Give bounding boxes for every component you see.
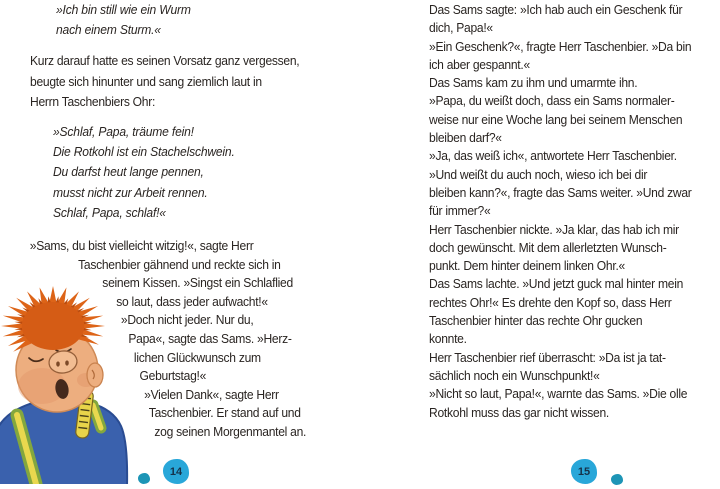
quote-line: nach einem Sturm.« [56, 22, 161, 37]
story-line: weise nur eine Woche lang bei seinem Menschen [429, 111, 683, 127]
ink-dot [138, 473, 150, 484]
sams-illustration [0, 284, 150, 484]
story-line: »Sams, du bist vielleicht witzig!«, sagte Herr [29, 238, 254, 253]
story-line: lichen Glückwunsch zum [133, 349, 261, 365]
story-line: »Ein Geschenk?«, fragte Herr Taschenbier. »Da bin [429, 38, 692, 54]
ink-dot [611, 474, 623, 485]
story-line: Taschenbier hinter das rechte Ohr gucken [429, 313, 643, 329]
story-line: punkt. Dem hinter deinem linken Ohr.« [429, 258, 625, 274]
story-line: Herrn Taschenbiers Ohr: [30, 94, 156, 109]
quote-line: »Ich bin still wie ein Wurm [56, 2, 191, 17]
song-line: Schlaf, Papa, schlaf!« [53, 204, 166, 220]
story-line: rechtes Ohr!« Es drehte den Kopf so, dass Herr [429, 294, 672, 310]
song-line: musst nicht zur Arbeit rennen. [53, 184, 208, 200]
page-number: 15 [577, 465, 591, 478]
page-number-badge [163, 459, 189, 484]
story-line: »Und weißt du auch noch, wieso ich bei dir [429, 166, 648, 182]
story-line: dich, Papa!« [429, 20, 493, 36]
story-line: Rotkohl muss das gar nicht wissen. [429, 404, 610, 420]
song-line: »Schlaf, Papa, träume fein! [53, 124, 194, 139]
narration-paragraph-1 [30, 51, 299, 113]
story-line: Das Sams kam zu ihm und umarmte ihn. [429, 75, 638, 91]
story-line: »Papa, du weißt doch, dass ein Sams normaler- [429, 93, 675, 109]
story-line: Herr Taschenbier rief überrascht: »Da ist ja tat- [429, 349, 666, 365]
narration-paragraph [429, 1, 692, 422]
story-line: Das Sams lachte. »Und jetzt guck mal hinter mein [429, 276, 684, 292]
story-line: Herr Taschenbier nickte. »Ja klar, das hab ich mir [429, 221, 679, 237]
story-line: beugte sich hinunter und sang ziemlich laut in [30, 73, 262, 89]
story-line: »Nicht so laut, Papa!«, warnte das Sams. »Die olle [429, 386, 688, 402]
story-line: ich aber gespannt.« [429, 56, 530, 72]
story-line: doch gewünscht. Mit dem allerletzten Wunsch- [429, 239, 667, 255]
story-line: sächlich noch ein Wunschpunkt!« [429, 367, 600, 383]
story-line: Das Sams sagte: »Ich hab auch ein Geschenk für [429, 2, 683, 17]
story-line: »Doch nicht jeder. Nur du, [120, 312, 254, 328]
story-line: so laut, dass jeder aufwacht!« [116, 293, 268, 309]
story-line: Kurz darauf hatte es seinen Vorsatz ganz vergessen, [30, 53, 300, 68]
lullaby-song [53, 122, 235, 223]
story-line: konnte. [429, 331, 467, 347]
story-line: Taschenbier. Er stand auf und [148, 405, 301, 421]
story-line: Papa«, sagte das Sams. »Herz- [128, 330, 292, 346]
song-line: Du darfst heut lange pennen, [53, 164, 204, 180]
story-line: Geburtstag!« [139, 368, 207, 384]
song-line: Die Rotkohl ist ein Stachelschwein. [53, 144, 235, 160]
story-line: »Ja, das weiß ich«, antwortete Herr Taschenbier. [429, 148, 677, 164]
story-line: seinem Kissen. »Singst ein Schlaflied [102, 275, 293, 291]
story-line: zog seinen Morgenmantel an. [154, 423, 307, 439]
story-line: bleiben darf?« [429, 130, 502, 146]
page-number: 14 [169, 465, 183, 478]
page-number-badge [571, 459, 597, 484]
story-line: für immer?« [429, 203, 491, 219]
page-right [360, 0, 720, 489]
story-line: Taschenbier gähnend und reckte sich in [78, 256, 281, 272]
story-line: bleiben kann?«, fragte das Sams weiter. »Und zwar [429, 184, 692, 200]
opening-quote [56, 0, 191, 40]
story-line: »Vielen Dank«, sagte Herr [144, 386, 279, 402]
